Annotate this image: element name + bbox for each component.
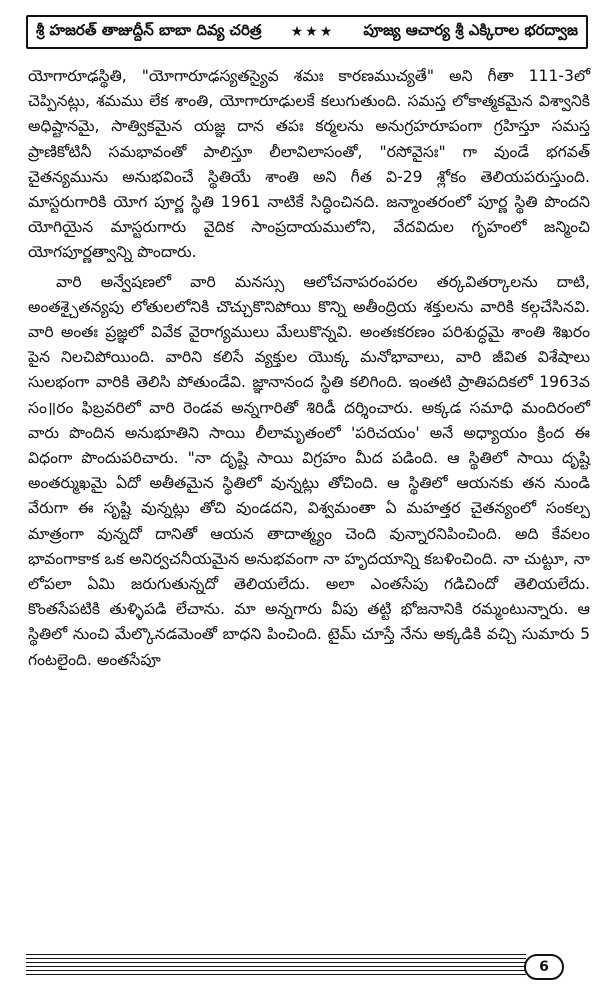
author-name: పూజ్య ఆచార్య శ్రీ ఎక్కిరాల భరద్వాజ	[363, 21, 578, 39]
page-body	[28, 64, 590, 673]
running-header	[26, 15, 588, 49]
paragraph-1: యోగారూఢస్థితి, "యోగారూఢస్యతస్యైవ శమః కారణముచ్యతే" అని గీతా 111-3లో చెప్పినట్లు, శమము లేక శాంతి, యోగారూఢులకే కలుగుతుంది. సమస్త లోకాత్మకమైన విశ్వానికి అధిష్టానమై, సాత్వికమైన యజ్ఞ దాన తపః కర్మలను అనుగ్రహరూపంగా గ్రహిస్తూ సమస్త ప్రాణికోటినీ సమభావంతో పాలిస్తూ లీలావిలాసంతో, "రసోవైసః" గా వుండే భగవత్ చైతన్యమును అనుభవించే స్థితియే శాంతి అని గీత వి-29 శ్లోకం తెలియపరుస్తుంది. మాస్టరుగారికి యోగ పూర్ణ స్థితి 1961 నాటికే సిద్ధించినది. జన్మాంతరంలో పూర్ణ స్థితి పొందని యోగియైన మాస్టరుగారు వైదిక సాంప్రదాయములోని, వేదవిదుల గృహంలో జన్మించి యోగపూర్ణత్వాన్ని పొందారు.	[28, 67, 590, 262]
footer-rule	[26, 970, 526, 971]
footer-rule	[26, 954, 526, 955]
page-number: 6	[524, 954, 564, 980]
footer-rule	[26, 958, 526, 959]
book-title: శ్రీ హజరత్ తాజుద్దీన్ బాబా దివ్య చరిత్ర	[36, 21, 262, 39]
footer-rule	[26, 962, 526, 963]
footer-rule	[26, 974, 526, 975]
footer-rule	[26, 966, 526, 967]
star-separator: ★★★	[290, 24, 335, 40]
paragraph-2: వారి అన్వేషణలో వారి మనస్సు ఆలోచనాపరంపరల తర్కవితర్కాలను దాటి, అంతశ్చైతన్యపు లోతులలోనికి చొచ్చుకొనిపోయి కొన్ని అతీంద్రియ శక్తులను వారికి కల్గచేసినవి. వారి అంతః ప్రజ్ఞలో వివేక వైరాగ్యములు మేలుకొన్నవి. అంతఃకరణం పరిశుద్ధమై శాంతి శిఖరం పైన నిలచిపోయింది. వారిని కలిసే వ్యక్తుల యొక్క మనోభావాలు, వారి జీవిత విశేషాలు సులభంగా వారికి తెలిసి పోతుండేవి. జ్ఞానానంద స్థితి కలిగింది. ఇంతటి ప్రాతిపదికలో 1963వ సం॥రం ఫిబ్రవరిలో వారి రెండవ అన్నగారితో శిరిడీ దర్శించారు. అక్కడ సమాధి మందిరంలో వారు పొందిన అనుభూతిని సాయి లీలామృతంలో 'పరిచయం' అనే అధ్యాయం క్రింద ఈ విధంగా పొందుపరిచారు. "నా దృష్టి సాయి విగ్రహం మీద పడింది. ఆ స్థితిలో సాయి దృష్టి అంతర్ముఖమై ఏదో అతీతమైన స్థితిలో వున్నట్లు తోచింది. ఆ స్థితిలో ఆయనకు తన నుండి వేరుగా ఈ సృష్టి వున్నట్లు తోచి వుండదని, విశ్వమంతా ఏ మహత్తర చైతన్యంలో సంకల్ప మాత్రంగా వున్నదో దానితో ఆయన తాదాత్మ్యం చెంది వున్నారనిపించింది. అది కేవలం భావంగాకాక ఒక అనిర్వచనీయమైన అనుభవంగా నా హృదయాన్ని కబళించింది. నా చుట్టూ, నా లోపలా ఏమి జరుగుతున్నదో తెలియలేదు. అలా ఎంతసేపు గడిచిందో తెలియలేదు. కొంతసేపటికి తుళ్ళిపడి లేచాను. మా అన్నగారు వీపు తట్టి భోజనానికి రమ్మంటున్నారు. ఆ స్థితిలో నుంచి మేల్కొనడమెంతో బాధని పించింది. టైమ్ చూస్తే నేను అక్కడికి వచ్చి సుమారు 5 గంటలైంది. అంతసేపూ	[28, 272, 590, 669]
